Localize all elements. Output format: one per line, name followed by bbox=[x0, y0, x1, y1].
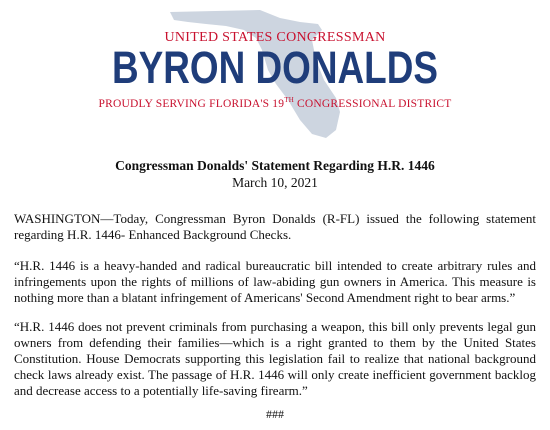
statement-paragraph: “H.R. 1446 is a heavy-handed and radical bureaucratic bill intended to create arbitrary rules and infringements upon the rights of millions of law-abiding gun owners in America. This measure is nothing more than a blatant infringement of Americans' Second Amendment right to bear arms.” bbox=[14, 258, 536, 305]
statement-date: March 10, 2021 bbox=[232, 175, 318, 190]
letterhead-top-line: UNITED STATES CONGRESSMAN bbox=[164, 30, 386, 45]
district-line-prefix: PROUDLY SERVING FLORIDA'S 19 bbox=[98, 97, 285, 110]
statement-paragraph: WASHINGTON—Today, Congressman Byron Donalds (R-FL) issued the following statement regarding H.R. 1446- Enhanced Background Checks. bbox=[14, 211, 536, 242]
end-mark: ### bbox=[266, 407, 284, 421]
statement-title: Congressman Donalds' Statement Regarding H.R. 1446 bbox=[115, 158, 435, 173]
congressman-name: BYRON DONALDS bbox=[112, 42, 438, 93]
statement-paragraph: “H.R. 1446 does not prevent criminals from purchasing a weapon, this bill only prevents legal gun owners from defending their families—which is a right granted to them by the United States Constitution. House Democrats supporting this legislation fail to realize that national background check laws already exist. The passage of H.R. 1446 will only create inefficient government backlog and decrease access to a potentially life-saving firearm.” bbox=[14, 319, 536, 398]
letterhead-district-line bbox=[0, 96, 550, 110]
letterhead bbox=[0, 0, 550, 145]
district-line-ordinal: TH bbox=[284, 96, 294, 104]
district-line-suffix: CONGRESSIONAL DISTRICT bbox=[293, 97, 452, 110]
